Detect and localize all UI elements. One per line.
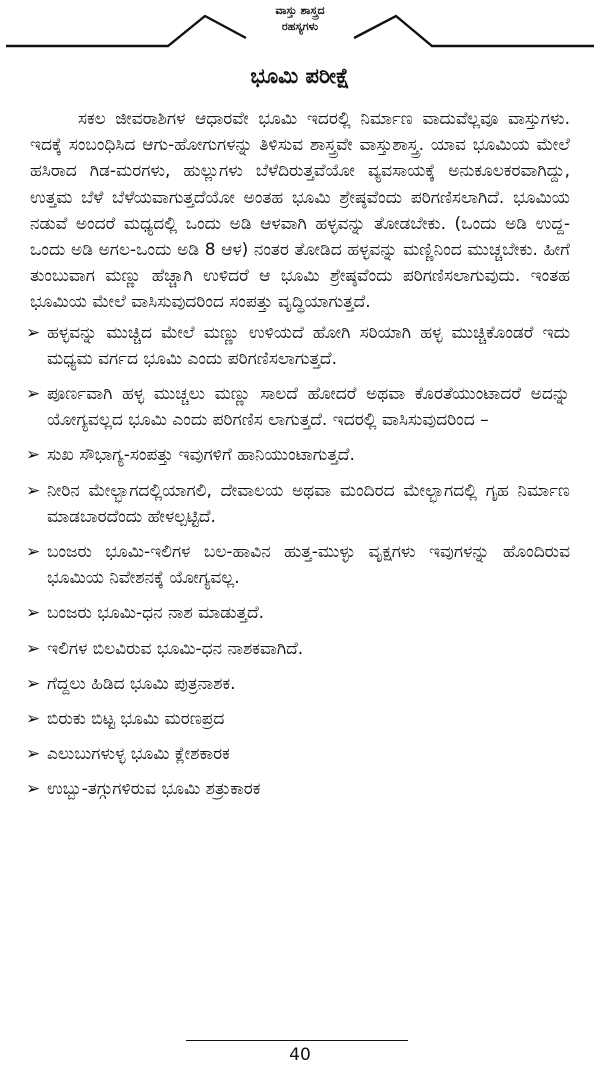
intro-paragraph: ಸಕಲ ಜೀವರಾಶಿಗಳ ಆಧಾರವೇ ಭೂಮಿ ಇದರಲ್ಲಿ ನಿರ್ಮಾಣ ವಾದುವೆಲ್ಲವೂ ವಾಸ್ತುಗಳು. ಇದಕ್ಕೆ ಸಂಬಂಧಿಸಿದ ಆಗು-ಹೋಗುಗಳನ್ನು ತಿಳಿಸುವ ಶಾಸ್ತ್ರವೇ ವಾಸ್ತುಶಾಸ್ತ್ರ. ಯಾವ ಭೂಮಿಯ ಮೇಲೆ ಹಸಿರಾದ ಗಿಡ-ಮರಗಳು, ಹುಲ್ಲುಗಳು ಬೆಳೆದಿರುತ್ತವೆಯೋ ವ್ಯವಸಾಯಕ್ಕೆ ಅನುಕೂಲಕರವಾಗಿದ್ದು, ಉತ್ತಮ ಬೆಳೆ ಬೆಳೆಯವಾಗುತ್ತದೆಯೋ ಅಂತಹ ಭೂಮಿ ಶ್ರೇಷ್ಠವೆಂದು ಪರಿಗಣಿಸಲಾಗಿದೆ. ಭೂಮಿಯ ನಡುವೆ ಅಂದರೆ ಮಧ್ಯದಲ್ಲಿ ಒಂದು ಅಡಿ ಆಳವಾಗಿ ಹಳ್ಳವನ್ನು ತೋಡಬೇಕು. (ಒಂದು ಅಡಿ ಉದ್ದ-ಒಂದು ಅಡಿ ಅಗಲ-ಒಂದು ಅಡಿ 8 ಆಳ) ನಂತರ ತೋಡಿದ ಹಳ್ಳವನ್ನು ಮಣ್ಣಿನಿಂದ ಮುಚ್ಚಬೇಕು. ಹೀಗೆ ತುಂಬುವಾಗ ಮಣ್ಣು ಹೆಚ್ಚಾಗಿ ಉಳಿದರೆ ಆ ಭೂಮಿ ಶ್ರೇಷ್ಠವೆಂದು ಪರಿಗಣಿಸಲಾಗುವುದು. ಇಂತಹ ಭೂಮಿಯ ಮೇಲೆ ವಾಸಿಸುವುದರಿಂದ ಸಂಪತ್ತು ವೃದ್ಧಿಯಾಗುತ್ತದೆ. — [30, 109, 570, 313]
arrow-bullet-icon: ➢ — [26, 542, 41, 563]
body-text — [26, 106, 570, 812]
arrow-bullet-icon: ➢ — [26, 744, 41, 765]
bullet-item — [26, 741, 570, 767]
bullet-text: ಎಲುಬುಗಳುಳ್ಳ ಭೂಮಿ ಕ್ಲೇಶಕಾರಕ — [47, 744, 230, 765]
bullet-text: ಪೂರ್ಣವಾಗಿ ಹಳ್ಳ ಮುಚ್ಚಲು ಮಣ್ಣು ಸಾಲದೆ ಹೋದರೆ ಅಥವಾ ಕೊರತೆಯುಂಟಾದರೆ ಅದನ್ನು ಯೋಗ್ಯವಲ್ಲದ ಭೂಮಿ ಎಂದು ಪರಿಗಣಿಸ ಲಾಗುತ್ತದೆ. ಇದರಲ್ಲಿ ವಾಸಿಸುವುದರಿಂದ – — [47, 384, 570, 431]
bullet-text: ಬಿರುಕು ಬಿಟ್ಟ ಭೂಮಿ ಮರಣಪ್ರದ — [47, 709, 225, 730]
bullet-text: ಸುಖ ಸೌಭಾಗ್ಯ-ಸಂಪತ್ತು ಇವುಗಳಿಗೆ ಹಾನಿಯುಂಟಾಗುತ್ತದೆ. — [47, 445, 355, 466]
arrow-bullet-icon: ➢ — [26, 384, 41, 405]
bullet-text: ಇಲಿಗಳ ಬಿಲವಿರುವ ಭೂಮಿ-ಧನ ನಾಶಕವಾಗಿದೆ. — [47, 638, 304, 659]
bullet-text: ಬಂಜರು ಭೂಮಿ-ಧನ ನಾಶ ಮಾಡುತ್ತದೆ. — [47, 603, 265, 624]
bullet-item — [26, 776, 570, 802]
arrow-bullet-icon: ➢ — [26, 480, 41, 501]
bullet-item — [26, 636, 570, 662]
footer-rule — [186, 1040, 408, 1041]
bullet-text: ನೀರಿನ ಮೇಲ್ಭಾಗದಲ್ಲಿಯಾಗಲಿ, ದೇವಾಲಯ ಅಥವಾ ಮಂದಿರದ ಮೇಲ್ಭಾಗದಲ್ಲಿ ಗೃಹ ನಿರ್ಮಾಣ ಮಾಡಬಾರದೆಂದು ಹೇಳಲ್ಪಟ್ಟಿದೆ. — [47, 480, 570, 527]
arrow-bullet-icon: ➢ — [26, 603, 41, 624]
arrow-bullet-icon: ➢ — [26, 779, 41, 800]
bullet-item — [26, 478, 570, 530]
chapter-title: ಭೂಮಿ ಪರೀಕ್ಷೆ — [250, 64, 350, 88]
running-title-line2: ರಹಸ್ಯಗಳು — [281, 20, 319, 33]
arrow-bullet-icon: ➢ — [26, 445, 41, 466]
bullet-item — [26, 320, 570, 372]
bullet-item — [26, 600, 570, 626]
bullet-item — [26, 381, 570, 433]
page-number: 40 — [289, 1045, 311, 1065]
arrow-bullet-icon: ➢ — [26, 709, 41, 730]
arrow-bullet-icon: ➢ — [26, 673, 41, 694]
bullet-list — [26, 320, 570, 803]
arrow-bullet-icon: ➢ — [26, 322, 41, 343]
bullet-text: ಬಂಜರು ಭೂಮಿ-ಇಲಿಗಳ ಬಲ-ಹಾವಿನ ಹುತ್ತ-ಮುಳ್ಳು ವೃಕ್ಷಗಳು ಇವುಗಳನ್ನು ಹೊಂದಿರುವ ಭೂಮಿಯ ನಿವೇಶನಕ್ಕೆ ಯೋಗ್ಯವಲ್ಲ. — [47, 542, 570, 589]
arrow-bullet-icon: ➢ — [26, 638, 41, 659]
bullet-text: ಹಳ್ಳವನ್ನು ಮುಚ್ಚಿದ ಮೇಲೆ ಮಣ್ಣು ಉಳಿಯದೆ ಹೋಗಿ ಸರಿಯಾಗಿ ಹಳ್ಳ ಮುಚ್ಚಿಕೊಂಡರೆ ಇದು ಮಧ್ಯಮ ವರ್ಗದ ಭೂಮಿ ಎಂದು ಪರಿಗಣಿಸಲಾಗುತ್ತದೆ. — [47, 322, 570, 369]
bullet-text: ಗೆದ್ದಲು ಹಿಡಿದ ಭೂಮಿ ಪುತ್ರನಾಶಕ. — [47, 673, 236, 694]
bullet-item — [26, 539, 570, 591]
bullet-item — [26, 671, 570, 697]
bullet-text: ಉಬ್ಬು-ತಗ್ಗುಗಳಿರುವ ಭೂಮಿ ಶತ್ರುಕಾರಕ — [47, 779, 261, 800]
bullet-item — [26, 706, 570, 732]
running-title-line1: ವಾಸ್ತು ಶಾಸ್ತ್ರದ — [275, 4, 325, 17]
bullet-item — [26, 442, 570, 468]
